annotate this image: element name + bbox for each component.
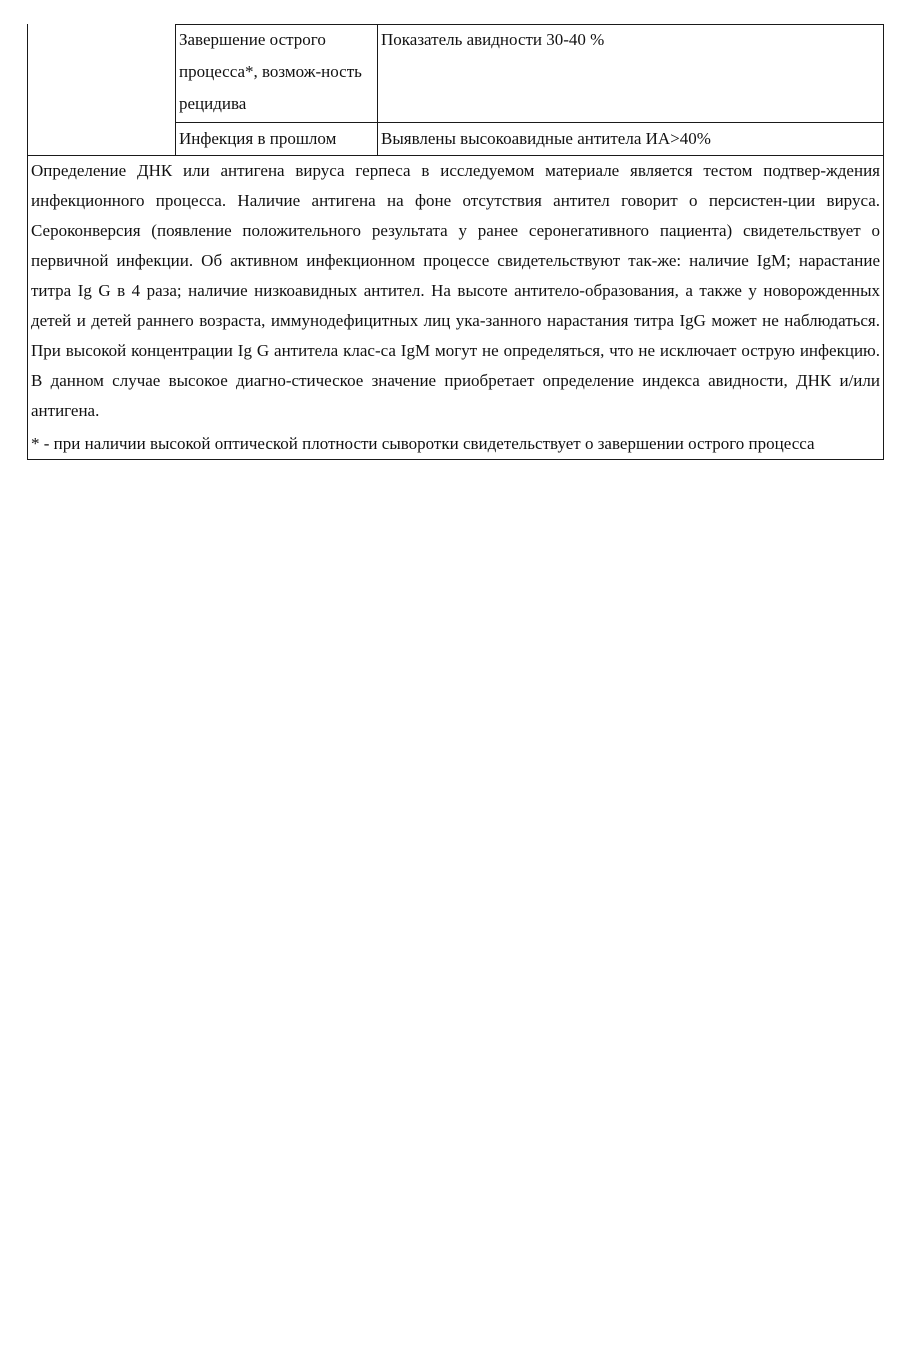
note-row <box>28 156 884 460</box>
footnote: * - при наличии высокой оптической плотности сыворотки свидетельствует о завершении острого процесса <box>31 434 815 453</box>
empty-cell <box>28 24 176 156</box>
result-cell: Выявлены высокоавидные антитела ИА>40% <box>378 123 884 156</box>
phase-cell: Инфекция в прошлом <box>176 123 378 156</box>
note-cell <box>28 156 884 460</box>
avidity-table <box>27 24 884 460</box>
table-row <box>28 24 884 123</box>
phase-cell: Завершение острого процесса*, возмож-ность рецидива <box>176 24 378 123</box>
note-paragraph: Определение ДНК или антигена вируса герпеса в исследуемом материале является тестом подтвер-ждения инфекционного процесса. Наличие антигена на фоне отсутствия антител говорит о персистен-ции вируса. Сероконверсия (появление положительного результата у ранее серонегативного пациента) свидетельствует о первичной инфекции. Об активном инфекционном процессе свидетельствуют так-же: наличие IgM; нарастание титра Ig G в 4 раза; наличие низкоавидных антител. На высоте антитело-образования, а также у новорожденных детей и детей раннего возраста, иммунодефицитных лиц ука-занного нарастания титра IgG может не наблюдаться. При высокой концентрации Ig G антитела клас-са IgM могут не определяться, что не исключает острую инфекцию. В данном случае высокое диагно-стическое значение приобретает определение индекса авидности, ДНК и/или антигена. <box>31 161 880 420</box>
result-cell: Показатель авидности 30-40 % <box>378 24 884 123</box>
